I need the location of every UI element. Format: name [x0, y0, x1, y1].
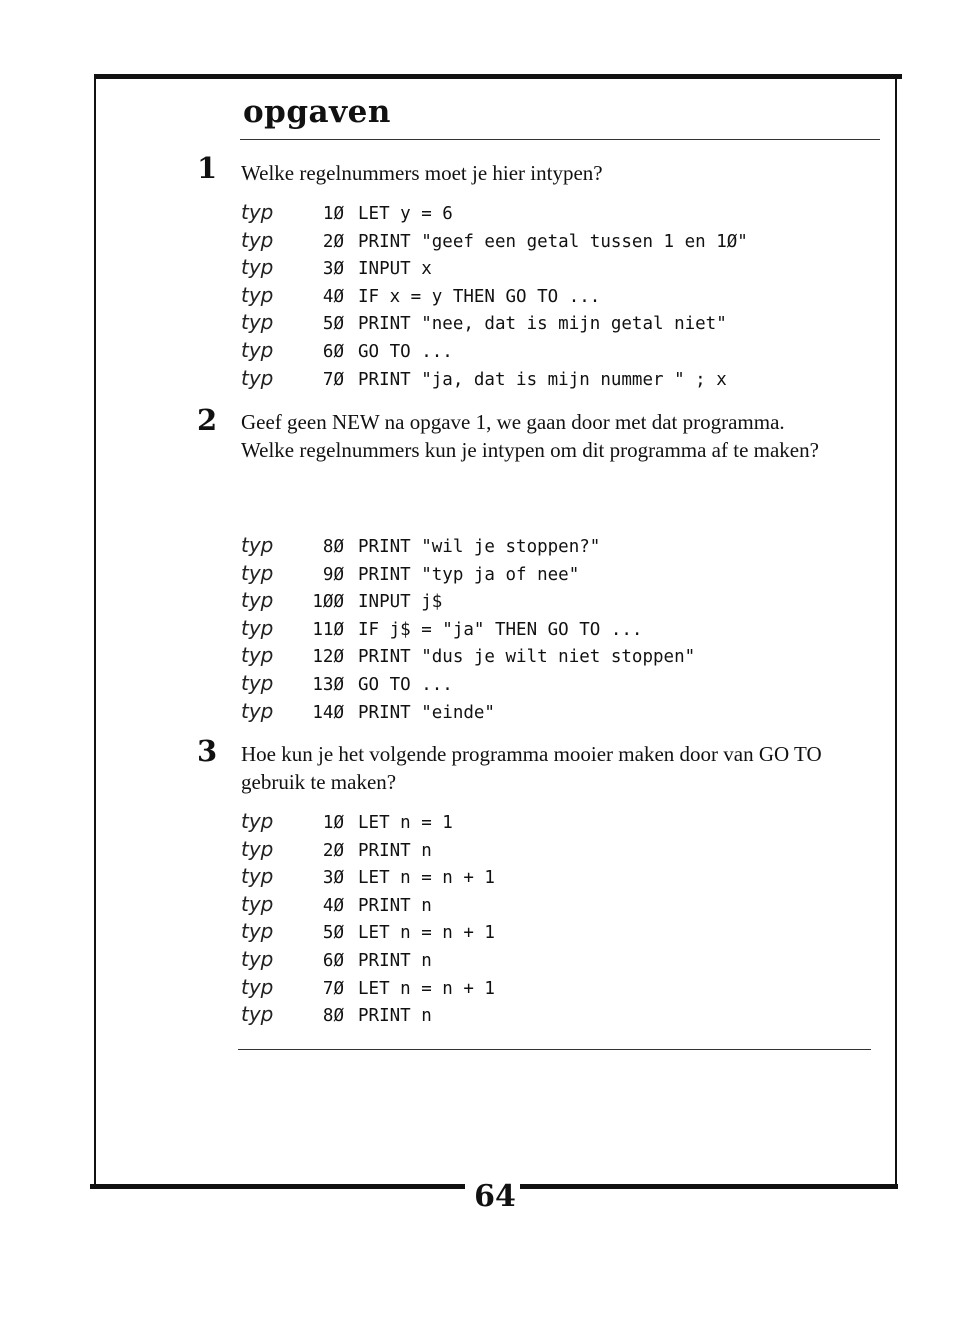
- line-number: 7Ø: [322, 369, 344, 390]
- code-line: [241, 228, 881, 256]
- frame-bottom-border-right: [520, 1184, 898, 1189]
- line-number: 13Ø: [312, 674, 344, 695]
- typ-keyword: typ: [241, 227, 274, 252]
- section-end-divider: [238, 1049, 871, 1050]
- statement: GO TO ...: [358, 341, 453, 362]
- typ-keyword: typ: [241, 282, 274, 307]
- statement: PRINT "dus je wilt niet stoppen": [358, 647, 696, 668]
- code-line: [241, 310, 881, 338]
- statement: PRINT "typ ja of nee": [358, 564, 580, 585]
- line-number: 1Ø: [322, 813, 344, 833]
- statement: PRINT n: [358, 840, 432, 861]
- question-3-text: [241, 741, 876, 796]
- question-2-number: 2: [197, 403, 218, 437]
- typ-keyword: typ: [241, 698, 274, 723]
- code-line: [241, 616, 881, 644]
- question-text-line: Geef geen NEW na opgave 1, we gaan door met dat programma.: [241, 410, 785, 434]
- line-number: 6Ø: [322, 341, 344, 362]
- frame-left-border: [94, 74, 96, 1188]
- statement: LET n = n + 1: [358, 923, 495, 944]
- question-text-line: Hoe kun je het volgende programma mooier maken door van GO TO gebruik te maken?: [241, 742, 822, 794]
- statement: PRINT "nee, dat is mijn getal niet": [358, 314, 727, 335]
- line-number: 5Ø: [322, 314, 344, 335]
- line-number: 1Ø: [322, 204, 344, 224]
- code-line: [241, 892, 881, 920]
- line-number: 11Ø: [312, 619, 344, 640]
- typ-keyword: typ: [241, 615, 274, 640]
- line-number: 9Ø: [322, 564, 344, 585]
- line-number: 14Ø: [312, 702, 344, 723]
- frame-right-border: [895, 74, 897, 1188]
- statement: LET n = n + 1: [358, 868, 495, 889]
- typ-keyword: typ: [241, 365, 274, 390]
- line-number: 8Ø: [322, 537, 344, 557]
- code-line: [241, 975, 881, 1003]
- statement: PRINT "geef een getal tussen 1 en 1Ø": [358, 231, 748, 252]
- statement: PRINT "ja, dat is mijn nummer " ; x: [358, 369, 727, 390]
- statement: PRINT n: [358, 950, 432, 971]
- typ-keyword: typ: [241, 533, 274, 557]
- line-number: 1ØØ: [312, 592, 344, 613]
- code-line: [241, 671, 881, 699]
- question-text-line: Welke regelnummers moet je hier intypen?: [241, 161, 603, 185]
- typ-keyword: typ: [241, 946, 274, 971]
- typ-keyword: typ: [241, 974, 274, 999]
- line-number: 4Ø: [322, 286, 344, 307]
- statement: LET n = n + 1: [358, 978, 495, 999]
- typ-keyword: typ: [241, 560, 274, 585]
- code-line: [241, 1002, 881, 1030]
- code-line: [241, 809, 881, 837]
- typ-keyword: typ: [241, 310, 274, 335]
- line-number: 3Ø: [322, 259, 344, 280]
- code-line: [241, 947, 881, 975]
- typ-keyword: typ: [241, 588, 274, 613]
- question-2-text: [241, 409, 866, 464]
- statement: LET n = 1: [358, 813, 453, 833]
- statement: INPUT j$: [358, 592, 443, 613]
- page-number: 64: [474, 1179, 516, 1214]
- question-2-code: [241, 533, 881, 726]
- line-number: 7Ø: [322, 978, 344, 999]
- statement: IF j$ = "ja" THEN GO TO ...: [358, 619, 643, 640]
- typ-keyword: typ: [241, 836, 274, 861]
- line-number: 2Ø: [322, 231, 344, 252]
- typ-keyword: typ: [241, 643, 274, 668]
- typ-keyword: typ: [241, 1002, 274, 1027]
- question-3-code: [241, 809, 881, 1030]
- typ-keyword: typ: [241, 891, 274, 916]
- code-line: [241, 837, 881, 865]
- line-number: 12Ø: [312, 647, 344, 668]
- code-line: [241, 561, 881, 589]
- typ-keyword: typ: [241, 864, 274, 889]
- statement: PRINT "einde": [358, 702, 495, 723]
- line-number: 2Ø: [322, 840, 344, 861]
- code-line: [241, 338, 881, 366]
- code-line: [241, 588, 881, 616]
- frame-bottom-border-left: [90, 1184, 465, 1189]
- page-title: opgaven: [243, 94, 391, 130]
- statement: GO TO ...: [358, 674, 453, 695]
- code-line: [241, 533, 881, 561]
- statement: PRINT n: [358, 1006, 432, 1027]
- statement: INPUT x: [358, 259, 432, 280]
- question-1-number: 1: [197, 151, 218, 185]
- typ-keyword: typ: [241, 200, 274, 224]
- line-number: 5Ø: [322, 923, 344, 944]
- typ-keyword: typ: [241, 255, 274, 280]
- frame-top-border: [94, 74, 902, 79]
- question-text-line: Welke regelnummers kun je intypen om dit programma af te maken?: [241, 437, 819, 462]
- question-3-number: 3: [197, 734, 218, 768]
- code-line: [241, 366, 881, 394]
- code-line: [241, 643, 881, 671]
- statement: LET y = 6: [358, 204, 453, 224]
- code-line: [241, 283, 881, 311]
- code-line: [241, 255, 881, 283]
- title-divider: [240, 139, 880, 140]
- typ-keyword: typ: [241, 809, 274, 833]
- code-line: [241, 200, 881, 228]
- line-number: 4Ø: [322, 895, 344, 916]
- statement: PRINT n: [358, 895, 432, 916]
- line-number: 8Ø: [322, 1006, 344, 1027]
- typ-keyword: typ: [241, 670, 274, 695]
- code-line: [241, 919, 881, 947]
- typ-keyword: typ: [241, 919, 274, 944]
- statement: PRINT "wil je stoppen?": [358, 537, 601, 557]
- question-1-text: [241, 160, 881, 188]
- line-number: 6Ø: [322, 950, 344, 971]
- typ-keyword: typ: [241, 337, 274, 362]
- code-line: [241, 699, 881, 727]
- line-number: 3Ø: [322, 868, 344, 889]
- code-line: [241, 864, 881, 892]
- statement: IF x = y THEN GO TO ...: [358, 286, 601, 307]
- question-1-code: [241, 200, 881, 393]
